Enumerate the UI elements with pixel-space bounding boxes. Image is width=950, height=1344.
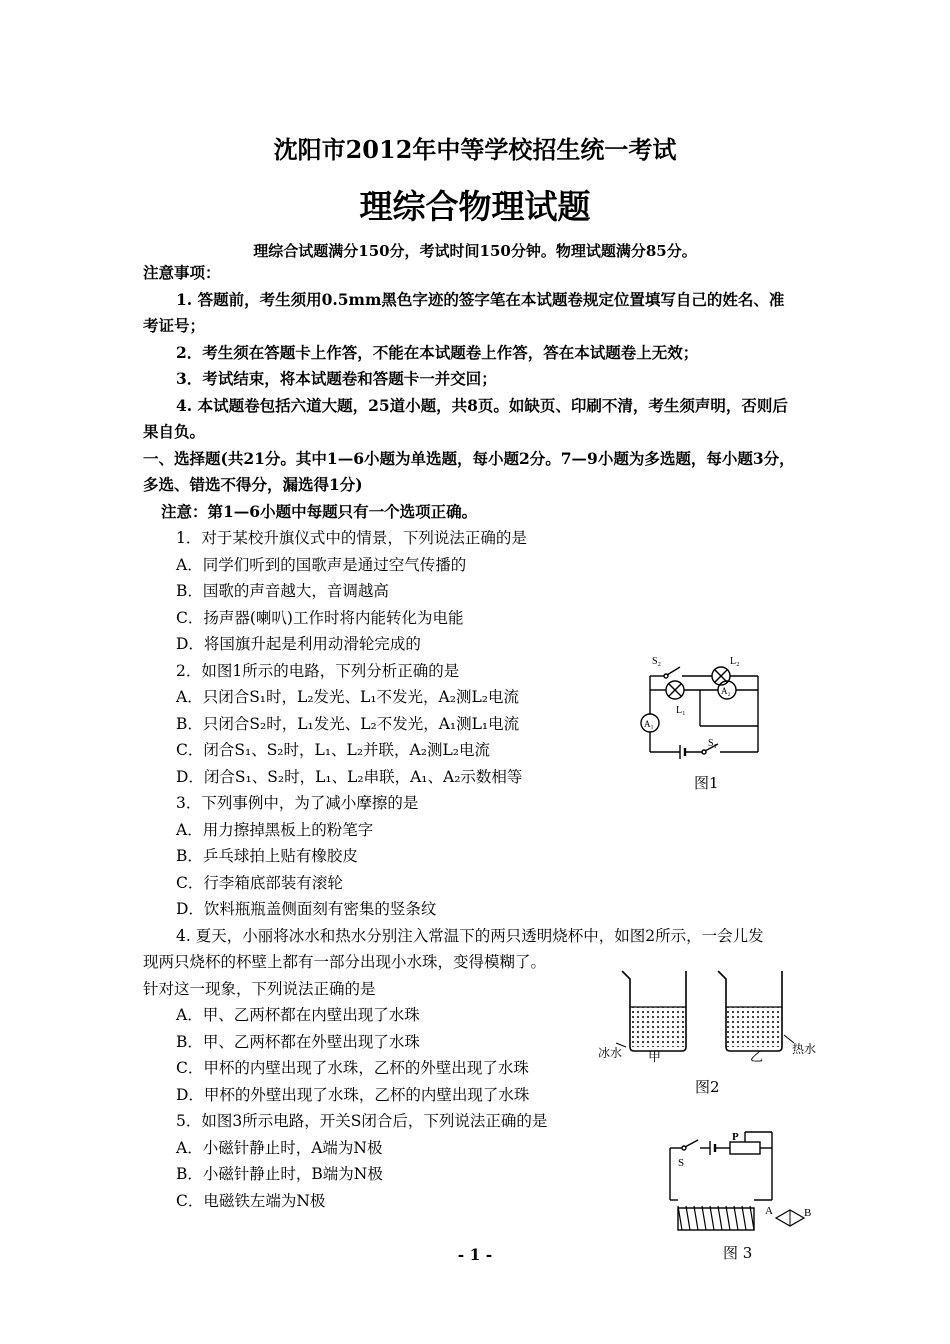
beaker-hot-water bbox=[718, 971, 794, 1051]
beaker-ice-water bbox=[616, 971, 686, 1051]
q3-option-b: B．乒乓球拍上贴有橡胶皮 bbox=[176, 847, 358, 865]
figure-1-caption: 图1 bbox=[694, 774, 719, 792]
fig3-label-s: S bbox=[678, 1157, 685, 1169]
page-number: - 1 - bbox=[457, 1245, 493, 1264]
exam-title: 沈阳市2012年中等学校招生统一考试 bbox=[273, 135, 677, 164]
q4-stem-b: 现两只烧杯的杯壁上都有一部分出现小水珠，变得模糊了。 bbox=[143, 953, 547, 971]
q4-stem-c: 针对这一现象，下列说法正确的是 bbox=[143, 980, 376, 998]
q3-stem: 3．下列事例中，为了减小摩擦的是 bbox=[176, 794, 419, 812]
section1-heading-a: 一、选择题(共21分。其中1—6小题为单选题，每小题2分。7—9小题为多选题，每小题3分， bbox=[143, 449, 795, 468]
q1-stem: 1．对于某校升旗仪式中的情景，下列说法正确的是 bbox=[176, 529, 527, 547]
fig1-label-s1: S₁ bbox=[708, 738, 718, 749]
q1-option-d: D．将国旗升起是利用动滑轮完成的 bbox=[176, 635, 421, 653]
fig2-label-ice: 冰水 bbox=[598, 1046, 623, 1060]
electromagnet-coil bbox=[678, 1206, 754, 1230]
section1-heading-b: 多选、错选不得分，漏选得1分) bbox=[143, 475, 363, 494]
figure-2-caption: 图2 bbox=[695, 1078, 720, 1096]
notice-item-4b: 果自负。 bbox=[143, 422, 206, 441]
q3-option-a: A．用力擦掉黑板上的粉笔字 bbox=[176, 821, 374, 839]
q1-option-a: A．同学们听到的国歌声是通过空气传播的 bbox=[176, 556, 467, 574]
fig2-label-jia: 甲 bbox=[648, 1049, 662, 1064]
q4-option-a: A．甲、乙两杯都在内壁出现了水珠 bbox=[176, 1006, 420, 1024]
q3-option-c: C．行李箱底部装有滚轮 bbox=[176, 874, 343, 892]
notice-item-4a: 4. 本试题卷包括六道大题，25道小题，共8页。如缺页、印刷不清，考生须声明，否则后 bbox=[176, 396, 788, 415]
q4-option-b: B．甲、乙两杯都在外壁出现了水珠 bbox=[176, 1033, 420, 1051]
exam-subtitle: 理综合物理试题 bbox=[359, 187, 591, 226]
notice-item-2: 2．考生须在答题卡上作答，不能在本试题卷上作答，答在本试题卷上无效； bbox=[176, 343, 699, 362]
q5-option-c: C．电磁铁左端为N极 bbox=[176, 1192, 326, 1210]
q1-option-b: B．国歌的声音越大，音调越高 bbox=[176, 582, 389, 600]
q4-stem-a: 4. 夏天，小丽将冰水和热水分别注入常温下的两只透明烧杯中，如图2所示，一会儿发 bbox=[176, 927, 764, 945]
notice-item-3: 3．考试结束，将本试题卷和答题卡一并交回； bbox=[176, 369, 497, 388]
q2-option-b: B．只闭合S₂时，L₁发光、L₂不发光，A₁测L₁电流 bbox=[176, 715, 520, 733]
fig3-label-p: P bbox=[732, 1131, 739, 1143]
q4-option-c: C．甲杯的内壁出现了水珠，乙杯的外壁出现了水珠 bbox=[176, 1059, 529, 1077]
q3-option-d: D．饮料瓶瓶盖侧面刻有密集的竖条纹 bbox=[176, 900, 437, 918]
exam-info: 理综合试题满分150分，考试时间150分钟。物理试题满分85分。 bbox=[253, 242, 697, 260]
q5-option-a: A．小磁针静止时，A端为N极 bbox=[176, 1139, 383, 1157]
fig1-label-l1: L₁ bbox=[676, 705, 686, 716]
fig1-label-s2: S₂ bbox=[652, 656, 662, 667]
compass-needle bbox=[776, 1210, 804, 1226]
q2-stem: 2．如图1所示的电路，下列分析正确的是 bbox=[176, 662, 460, 680]
notice-item-1a: 1. 答题前，考生须用0.5mm黑色字迹的签字笔在本试题卷规定位置填写自己的姓名、准 bbox=[176, 290, 785, 309]
q5-stem: 5．如图3所示电路，开关S闭合后，下列说法正确的是 bbox=[176, 1112, 548, 1130]
fig2-label-yi: 乙 bbox=[750, 1049, 764, 1064]
figure-3-circuit bbox=[660, 1128, 820, 1238]
fig3-label-a: A bbox=[765, 1205, 773, 1217]
figure-3-caption: 图 3 bbox=[723, 1244, 753, 1262]
figure-2-beakers bbox=[596, 965, 826, 1065]
section1-note: 注意：第1—6小题中每题只有一个选项正确。 bbox=[161, 502, 478, 521]
fig1-label-a1: A₁ bbox=[644, 719, 654, 729]
q2-option-d: D．闭合S₁、S₂时，L₁、L₂串联，A₁、A₂示数相等 bbox=[176, 768, 523, 786]
fig3-label-b: B bbox=[804, 1207, 812, 1219]
q1-option-c: C．扬声器(喇叭)工作时将内能转化为电能 bbox=[176, 609, 464, 627]
notice-item-1b: 考证号； bbox=[143, 316, 206, 335]
fig2-label-hot: 热水 bbox=[792, 1042, 817, 1056]
fig1-label-l2: L₂ bbox=[730, 656, 740, 667]
q5-option-b: B．小磁针静止时，B端为N极 bbox=[176, 1165, 383, 1183]
q4-option-d: D．甲杯的外壁出现了水珠，乙杯的内壁出现了水珠 bbox=[176, 1086, 530, 1104]
notice-heading: 注意事项： bbox=[143, 263, 221, 282]
fig1-label-a2: A₂ bbox=[721, 686, 731, 696]
q2-option-c: C．闭合S₁、S₂时，L₁、L₂并联，A₂测L₂电流 bbox=[176, 741, 490, 759]
q2-option-a: A．只闭合S₁时，L₂发光、L₁不发光，A₂测L₂电流 bbox=[176, 688, 519, 706]
